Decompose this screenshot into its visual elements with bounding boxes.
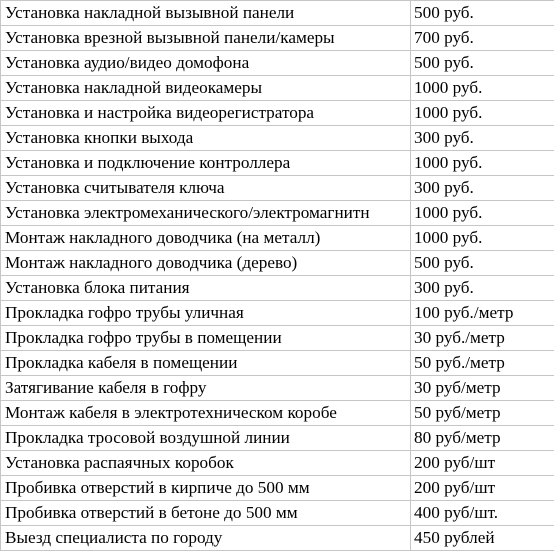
service-name-cell: Установка блока питания [1, 276, 411, 301]
table-row [1, 101, 554, 126]
table-row [1, 76, 554, 101]
price-cell: 1000 руб. [411, 201, 554, 226]
price-cell: 1000 руб. [411, 76, 554, 101]
service-name-cell: Монтаж кабеля в электротехническом коробе [1, 401, 411, 426]
table-row [1, 251, 554, 276]
service-name-cell: Установка считывателя ключа [1, 176, 411, 201]
table-row [1, 476, 554, 501]
price-cell: 450 рублей [411, 526, 554, 551]
table-row [1, 176, 554, 201]
table-row [1, 226, 554, 251]
price-cell: 300 руб. [411, 176, 554, 201]
service-name-cell: Прокладка гофро трубы в помещении [1, 326, 411, 351]
price-cell: 100 руб./метр [411, 301, 554, 326]
price-cell: 200 руб/шт [411, 476, 554, 501]
table-row [1, 351, 554, 376]
price-cell: 500 руб. [411, 251, 554, 276]
table-row [1, 1, 554, 26]
table-row [1, 276, 554, 301]
service-name-cell: Затягивание кабеля в гофру [1, 376, 411, 401]
service-name-cell: Установка электромеханического/электромагнитн [1, 201, 411, 226]
price-cell: 50 руб./метр [411, 351, 554, 376]
service-name-cell: Прокладка гофро трубы уличная [1, 301, 411, 326]
price-cell: 400 руб/шт. [411, 501, 554, 526]
table-row [1, 51, 554, 76]
service-name-cell: Пробивка отверстий в кирпиче до 500 мм [1, 476, 411, 501]
table-row [1, 376, 554, 401]
price-cell: 30 руб./метр [411, 326, 554, 351]
table-row [1, 26, 554, 51]
price-cell: 80 руб/метр [411, 426, 554, 451]
service-name-cell: Прокладка кабеля в помещении [1, 351, 411, 376]
price-cell: 300 руб. [411, 126, 554, 151]
table-row [1, 126, 554, 151]
service-name-cell: Установка и настройка видеорегистратора [1, 101, 411, 126]
service-name-cell: Установка накладной видеокамеры [1, 76, 411, 101]
table-row [1, 526, 554, 551]
service-name-cell: Прокладка тросовой воздушной линии [1, 426, 411, 451]
service-name-cell: Монтаж накладного доводчика (дерево) [1, 251, 411, 276]
price-cell: 200 руб/шт [411, 451, 554, 476]
service-name-cell: Установка распаячных коробок [1, 451, 411, 476]
service-name-cell: Установка врезной вызывной панели/камеры [1, 26, 411, 51]
price-list-body [1, 1, 554, 551]
table-row [1, 151, 554, 176]
table-row [1, 451, 554, 476]
service-name-cell: Выезд специалиста по городу [1, 526, 411, 551]
price-cell: 1000 руб. [411, 226, 554, 251]
price-cell: 700 руб. [411, 26, 554, 51]
table-row [1, 326, 554, 351]
table-row [1, 301, 554, 326]
table-row [1, 401, 554, 426]
service-name-cell: Установка накладной вызывной панели [1, 1, 411, 26]
price-cell: 300 руб. [411, 276, 554, 301]
service-name-cell: Установка кнопки выхода [1, 126, 411, 151]
price-cell: 500 руб. [411, 1, 554, 26]
service-name-cell: Пробивка отверстий в бетоне до 500 мм [1, 501, 411, 526]
table-row [1, 201, 554, 226]
price-cell: 1000 руб. [411, 151, 554, 176]
table-row [1, 501, 554, 526]
price-cell: 1000 руб. [411, 101, 554, 126]
service-name-cell: Монтаж накладного доводчика (на металл) [1, 226, 411, 251]
price-cell: 30 руб/метр [411, 376, 554, 401]
service-name-cell: Установка и подключение контроллера [1, 151, 411, 176]
table-row [1, 426, 554, 451]
service-name-cell: Установка аудио/видео домофона [1, 51, 411, 76]
price-cell: 50 руб/метр [411, 401, 554, 426]
price-cell: 500 руб. [411, 51, 554, 76]
